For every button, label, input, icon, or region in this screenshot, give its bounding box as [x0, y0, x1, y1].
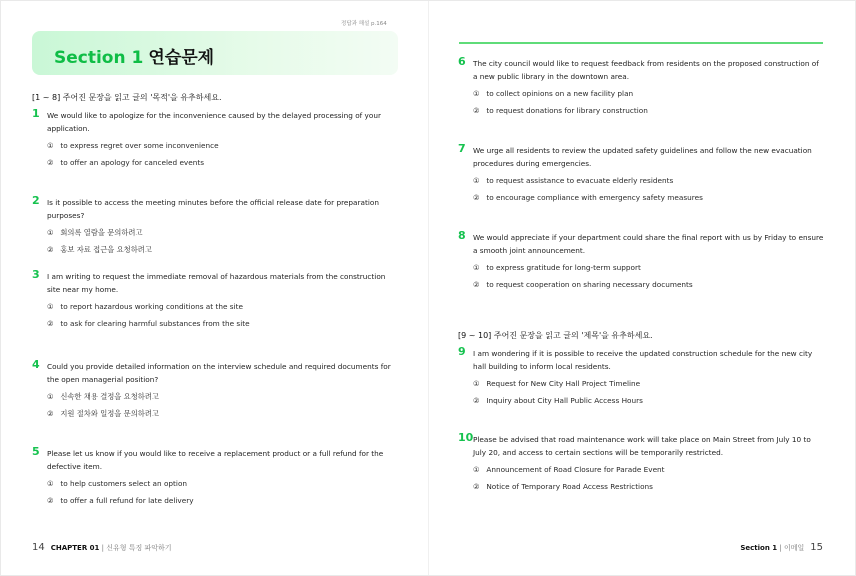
question-stem: I am wondering if it is possible to receive the updated construction schedule for the new city hall building to inform local residents.	[473, 349, 813, 371]
question-2	[32, 196, 399, 256]
question-number: 9	[458, 345, 466, 358]
question-number: 2	[32, 194, 40, 207]
question-stem: I am writing to request the immediate removal of hazardous materials from the construction site near my home.	[47, 272, 386, 294]
question-stem: We would like to apologize for the inconvenience caused by the delayed processing of your application.	[47, 111, 381, 133]
option-2[interactable]: ② to request donations for library construction	[473, 106, 648, 115]
question-number: 3	[32, 268, 40, 281]
option-2[interactable]: ② to offer an apology for canceled events	[47, 158, 205, 167]
question-number: 10	[458, 431, 474, 444]
page-spread	[1, 1, 855, 575]
option-1[interactable]: ① 신속한 채용 결정을 요청하려고	[47, 392, 159, 401]
option-2[interactable]: ② 지원 절차와 일정을 문의하려고	[47, 409, 159, 418]
option-1[interactable]: ① Announcement of Road Closure for Parade Event	[473, 465, 665, 474]
instruction-purpose: [1 ~ 8] 주어진 문장을 읽고 글의 '목적'을 유추하세요.	[32, 93, 222, 102]
section-topic: 이메일	[783, 544, 805, 552]
question-stem: Could you provide detailed information on the interview schedule and required documents for the open managerial position?	[47, 362, 391, 384]
answer-reference: 정답과 해설 p.164	[341, 21, 387, 27]
top-rule	[459, 42, 823, 44]
right-footer: Section 1 | 이메일 15	[740, 542, 823, 553]
question-10	[458, 433, 824, 493]
question-number: 1	[32, 107, 40, 120]
section-label: Section 1	[740, 544, 778, 552]
question-number: 6	[458, 55, 466, 68]
question-stem: We urge all residents to review the updated safety guidelines and follow the new evacuation procedures during emergencies.	[473, 146, 812, 168]
question-7	[458, 144, 824, 204]
option-1[interactable]: ① to request assistance to evacuate elderly residents	[473, 176, 674, 185]
option-1[interactable]: ① to report hazardous working conditions at the site	[47, 302, 243, 311]
option-2[interactable]: ② 홍보 자료 접근을 요청하려고	[47, 245, 152, 254]
question-stem: We would appreciate if your department could share the final report with us by Friday to ensure a smooth joint announcement.	[473, 233, 824, 255]
option-2[interactable]: ② Inquiry about City Hall Public Access Hours	[473, 396, 643, 405]
chapter-label: CHAPTER 01	[50, 544, 100, 552]
left-footer: 14 CHAPTER 01 | 신유형 특징 파악하기	[32, 542, 172, 553]
page-number: 14	[32, 542, 45, 553]
section-banner	[32, 31, 398, 75]
option-2[interactable]: ② Notice of Temporary Road Access Restrictions	[473, 482, 653, 491]
option-1[interactable]: ① to collect opinions on a new facility plan	[473, 89, 634, 98]
option-1[interactable]: ① to express gratitude for long-term support	[473, 263, 641, 272]
question-3	[32, 270, 399, 330]
question-stem: Please let us know if you would like to receive a replacement product or a full refund for the defective item.	[47, 449, 384, 471]
option-1[interactable]: ① 회의록 열람을 문의하려고	[47, 228, 143, 237]
section-title	[54, 43, 214, 68]
option-1[interactable]: ① to help customers select an option	[47, 479, 188, 488]
exercise-title: 연습문제	[148, 48, 215, 68]
question-9	[458, 347, 824, 407]
section-label: Section 1	[54, 48, 144, 68]
option-2[interactable]: ② to encourage compliance with emergency safety measures	[473, 193, 703, 202]
question-4	[32, 360, 399, 420]
question-stem: Is it possible to access the meeting minutes before the official release date for preparation purposes?	[47, 198, 379, 220]
page-gutter	[428, 1, 429, 575]
question-number: 4	[32, 358, 40, 371]
option-2[interactable]: ② to ask for clearing harmful substances from the site	[47, 319, 250, 328]
option-2[interactable]: ② to request cooperation on sharing necessary documents	[473, 280, 693, 289]
page-number: 15	[810, 542, 823, 553]
question-6	[458, 57, 824, 117]
instruction-title: [9 ~ 10] 주어진 문장을 읽고 글의 '제목'을 유추하세요.	[458, 331, 653, 340]
option-1[interactable]: ① Request for New City Hall Project Timeline	[473, 379, 641, 388]
option-2[interactable]: ② to offer a full refund for late delivery	[47, 496, 194, 505]
question-5	[32, 447, 399, 507]
question-8	[458, 231, 824, 291]
question-number: 8	[458, 229, 466, 242]
question-number: 7	[458, 142, 466, 155]
question-1	[32, 109, 399, 169]
chapter-title: 신유형 특징 파악하기	[106, 544, 172, 552]
question-stem: Please be advised that road maintenance work will take place on Main Street from July 10 to July 20, and access to certain sections will be temporarily restricted.	[473, 435, 811, 457]
question-number: 5	[32, 445, 40, 458]
option-1[interactable]: ① to express regret over some inconvenience	[47, 141, 219, 150]
question-stem: The city council would like to request feedback from residents on the proposed construction of a new public library in the downtown area.	[473, 59, 819, 81]
